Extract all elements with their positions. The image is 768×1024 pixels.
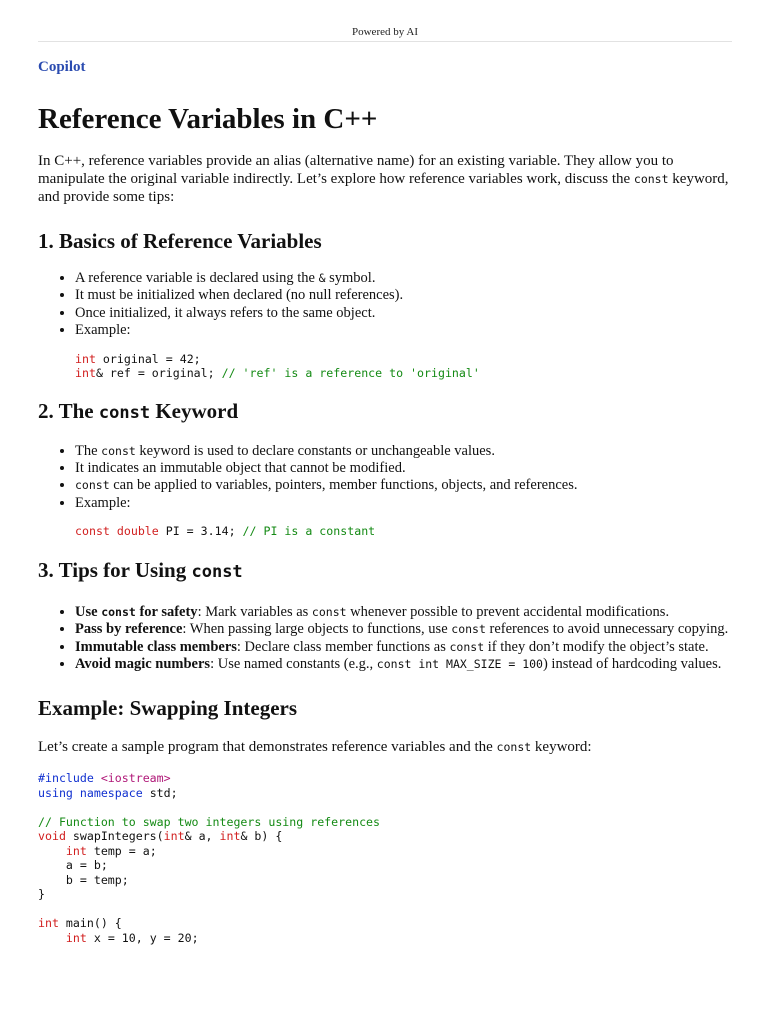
section3-heading: 3. Tips for Using const [38, 557, 243, 582]
list-item: • Avoid magic numbers: Use named constants (e.g., const int MAX_SIZE = 100) instead of hardcoding values. [75, 656, 732, 673]
example-intro: Let’s create a sample program that demonstrates reference variables and the const keyword: [38, 739, 592, 756]
code-block-const: const double PI = 3.14; // PI is a constant [75, 524, 376, 539]
list-item: • The const keyword is used to declare constants or unchangeable values. [75, 443, 732, 460]
section2-list [38, 443, 732, 513]
intro-paragraph: In C++, reference variables provide an alias (alternative name) for an existing variable. They allow you to manipulate the original variable indirectly. Let’s explore how reference variables work, discuss the const keyword, and provide some tips: [38, 153, 729, 205]
list-item: • const can be applied to variables, pointers, member functions, objects, and references. [75, 477, 732, 494]
list-item: • A reference variable is declared using the & symbol. [75, 270, 732, 287]
document-content [38, 58, 732, 945]
list-item: • Example: [75, 322, 732, 339]
list-item: • It must be initialized when declared (no null references). [75, 287, 732, 304]
code-block-reference: int original = 42; int& ref = original; // 'ref' is a reference to 'original' [75, 351, 480, 381]
powered-by-label: Powered by AI [352, 26, 418, 38]
code-block-swap-program: #include <iostream> using namespace std; // Function to swap two integers using references void swapIntegers(int& a, int& b) { int temp = a; a = b; b = temp; } int main() { int x = 10, y = 20; [38, 771, 381, 945]
copilot-link[interactable]: Copilot [38, 59, 86, 75]
list-item: • Pass by reference: When passing large objects to functions, use const references to avoid unnecessary copying. [75, 621, 732, 638]
section3-list [38, 604, 732, 674]
list-item: • Example: [75, 495, 732, 512]
example-heading: Example: Swapping Integers [38, 696, 298, 721]
list-item: • Once initialized, it always refers to the same object. [75, 305, 732, 322]
list-item: • Use const for safety: Mark variables as const whenever possible to prevent accidental modifications. [75, 604, 732, 621]
header-divider [38, 41, 732, 42]
section1-list [38, 270, 732, 340]
section2-heading: 2. The const Keyword [38, 398, 239, 423]
list-item: • Immutable class members: Declare class member functions as const if they don’t modify the object’s state. [75, 639, 732, 656]
page-title: Reference Variables in C++ [38, 103, 378, 135]
list-item: • It indicates an immutable object that cannot be modified. [75, 460, 732, 477]
section1-heading: 1. Basics of Reference Variables [38, 229, 322, 253]
